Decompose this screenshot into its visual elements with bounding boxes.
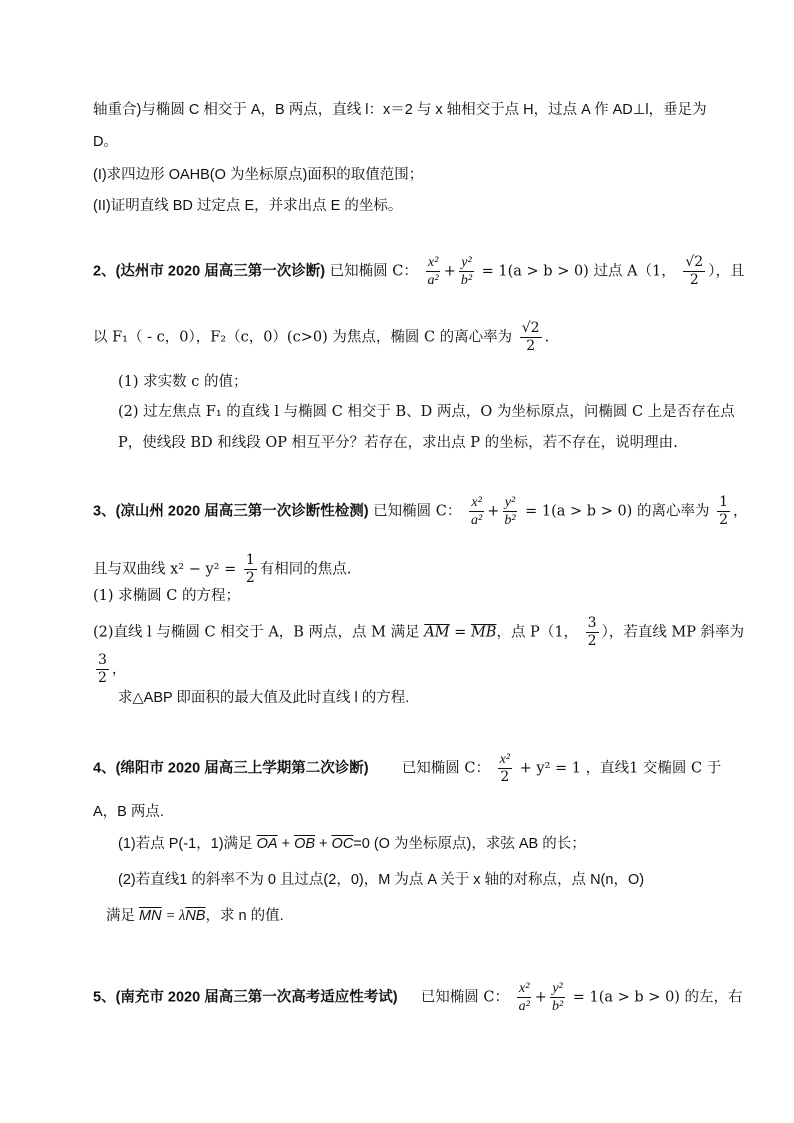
q3-frac-x: $\frac{\text{x²}}{\text{a²}}$ — [470, 495, 483, 528]
q4-part-2: (2)若直线1 的斜率不为 0 且过点(2，0)，M 为点 A 关于 x 轴的对称点，点 N(n，O) — [118, 872, 645, 888]
q5-frac-x: $\frac{\text{x²}}{\text{a²}}$ — [518, 981, 530, 1014]
q2-frac-y: $\frac{\text{y²}}{\text{b²}}$ — [460, 255, 473, 288]
vector-oc: $\overline{OC}$ — [331, 836, 354, 852]
vector-nb: $\overline{NB}$ — [185, 908, 206, 924]
vector-am: $\overline{AM}$ — [424, 624, 450, 641]
q2-part-1: (1) 求实数 c 的值； — [118, 374, 248, 390]
q3-slope: $\frac{3}{2}$ ， — [98, 652, 127, 686]
q5-frac-y: $\frac{\text{y²}}{\text{b²}}$ — [551, 981, 564, 1014]
q2-part-2-cont: P，使线段 BD 和线段 OP 相互平分？若存在，求出点 P 的坐标，若不存在，说明理由. — [118, 435, 678, 451]
q4-heading: 4、(绵阳市 2020 届高三上学期第二次诊断) — [93, 760, 369, 777]
q2-frac-x: $\frac{\text{x²}}{\text{a²}}$ — [427, 255, 439, 288]
q3-frac-ecc: $\frac{1}{2}$ — [719, 494, 728, 528]
vector-mn: $\overline{MN}$ — [139, 908, 162, 924]
q2-frac-point: $\frac{√2}{2}$ — [685, 254, 704, 288]
q4-part-2-cont: 满足 $\overline{MN} = \lambda\overline{NB}$，求 n 的值. — [106, 908, 284, 924]
q2-stem: 2、(达州市 2020 届高三第一次诊断) 已知椭圆 C： $\frac{\text{x²}}{\text{a²}}$ + $\frac{\text{y²}}{\text{b²}}$ = 1(a > b > 0) 过点 A（1， $\frac{√2}{2}$ ），且 — [93, 254, 745, 288]
q2-part-2: (2) 过左焦点 F₁ 的直线 l 与椭圆 C 相交于 B、D 两点，O 为坐标原点，问椭圆 C 上是否存在点 — [118, 404, 735, 420]
vector-mb: $\overline{MB}$ — [470, 624, 497, 641]
q3-part-2: (2)直线 l 与椭圆 C 相交于 A，B 两点，点 M 满足 $\overline{AM} = \overline{MB}$，点 P（1， $\frac{3}{2}$ ），若直线 MP 斜率为 — [93, 615, 745, 649]
q2-frac-ecc: $\frac{√2}{2}$ — [521, 320, 540, 354]
q3-frac-py: $\frac{3}{2}$ — [587, 615, 597, 649]
q2-condition: = 1(a > b > 0) 过点 A（1， — [481, 263, 676, 280]
q3-heading: 3、(凉山州 2020 届高三第一次诊断性检测) — [93, 503, 369, 520]
q4-part-1: (1)若点 P(-1，1)满足 $\overline{OA} + \overline{OB} + \overline{OC}=0$ (O 为坐标原点)，求弦 AB 的长； — [118, 836, 586, 852]
q1-line-2: D。 — [93, 134, 118, 150]
q2-line-2: 以 F₁（ - c，0），F₂（c，0）(c>0) 为焦点，椭圆 C 的离心率为 $\frac{√2}{2}$ . — [93, 320, 550, 354]
q3-part-2-cont: 求△ABP 即面积的最大值及此时直线 l 的方程. — [118, 690, 410, 706]
q2-stem-text: 已知椭圆 C： — [329, 263, 418, 280]
q4-stem: 4、(绵阳市 2020 届高三上学期第二次诊断) 已知椭圆 C： $\frac{\text{x²}}{2}$ + y² = 1 ，直线1 交椭圆 C 于 — [93, 752, 722, 785]
q5-heading: 5、(南充市 2020 届高三第一次高考适应性考试) — [93, 989, 398, 1006]
q4-frac-x: $\frac{\text{x²}}{2}$ — [499, 752, 511, 785]
q1-part-1: (I)求四边形 OAHB(O 为坐标原点)面积的取值范围； — [93, 167, 424, 183]
q4-line-2: A，B 两点. — [93, 804, 164, 820]
q1-line-1: 轴重合)与椭圆 C 相交于 A，B 两点，直线 l：x＝2 与 x 轴相交于点 H，过点 A 作 AD⊥l，垂足为 — [93, 102, 707, 118]
q2-heading: 2、(达州市 2020 届高三第一次诊断) — [93, 263, 326, 280]
q3-stem: 3、(凉山州 2020 届高三第一次诊断性检测) 已知椭圆 C： $\frac{\text{x²}}{\text{a²}}$ + $\frac{\text{y²}}{\text{b²}}$ = 1(a > b > 0) 的离心率为 $\frac{1}{2}$ ， — [93, 494, 748, 528]
q3-frac-slope: $\frac{3}{2}$ — [98, 652, 107, 686]
q1-part-2: (II)证明直线 BD 过定点 E，并求出点 E 的坐标。 — [93, 198, 403, 214]
vector-ob: $\overline{OB}$ — [294, 836, 316, 852]
q5-stem: 5、(南充市 2020 届高三第一次高考适应性考试) 已知椭圆 C： $\frac{\text{x²}}{\text{a²}}$ + $\frac{\text{y²}}{\text{b²}}$ = 1(a > b > 0) 的左，右 — [93, 981, 743, 1014]
q3-line-2: 且与双曲线 x² − y² = $\frac{1}{2}$ 有相同的焦点. — [93, 552, 352, 586]
q3-frac-y: $\frac{\text{y²}}{\text{b²}}$ — [504, 495, 516, 528]
q3-part-1: (1) 求椭圆 C 的方程； — [93, 588, 240, 604]
vector-oa: $\overline{OA}$ — [256, 836, 278, 852]
q3-frac-half: $\frac{1}{2}$ — [245, 552, 255, 586]
